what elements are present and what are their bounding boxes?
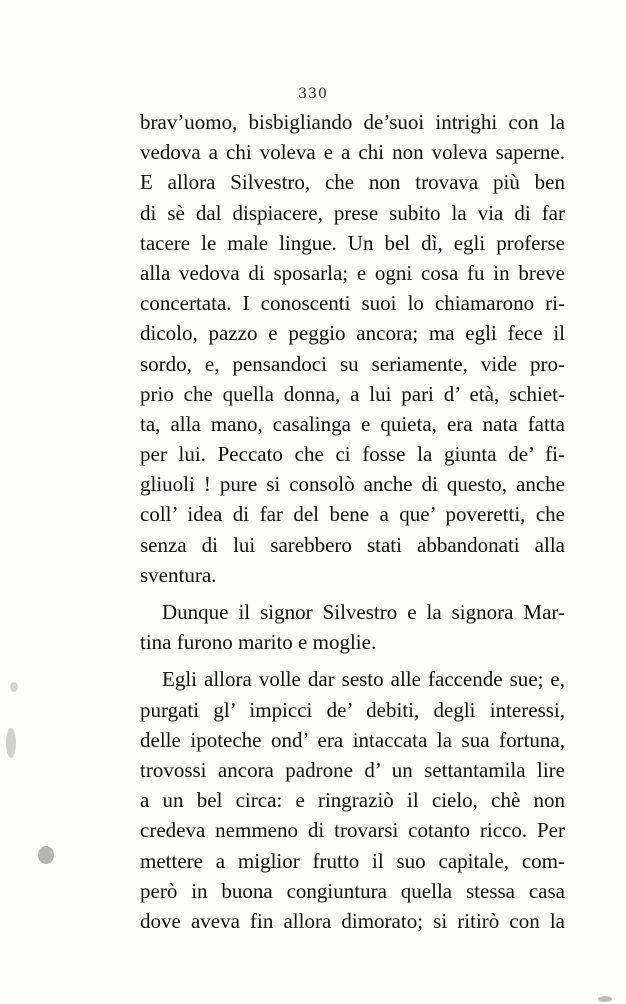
text-line: dove aveva fin allora dimorato; si ritirò con la (140, 908, 565, 933)
paragraph-1 (140, 107, 565, 590)
paragraph-2 (140, 597, 565, 657)
text-line: vedova a chi voleva e a chi non voleva saperne. (140, 140, 565, 165)
paragraph-3 (140, 664, 565, 936)
scan-speck (10, 682, 18, 692)
scan-speck (38, 846, 54, 864)
text-line: tacere le male lingue. Un bel dì, egli proferse (140, 230, 565, 255)
text-line: per lui. Peccato che ci fosse la giunta de’ fi- (140, 442, 565, 467)
text-line: mettere a miglior frutto il suo capitale, com- (140, 848, 565, 873)
text-line: coll’ idea di far del bene a que’ poveretti, che (140, 502, 565, 527)
text-line: gliuoli ! pure si consolò anche di questo, anche (140, 472, 565, 497)
paragraph-gap (140, 657, 565, 664)
text-line: brav’uomo, bisbigliando de’suoi intrighi con la (140, 110, 565, 134)
text-line: purgati gl’ impicci de’ debiti, degli interessi, (140, 697, 565, 722)
text-line: E allora Silvestro, che non trovava più ben (140, 170, 565, 195)
text-line: però in buona congiuntura quella stessa casa (140, 878, 565, 903)
text-line: dicolo, pazzo e peggio ancora; ma egli fece il (140, 321, 565, 346)
scan-speck (598, 996, 612, 1002)
text-line: sventura. (140, 562, 217, 587)
text-line: delle ipoteche ond’ era intaccata la sua fortuna, (140, 727, 565, 752)
text-line: senza di lui sarebbero stati abbandonati alla (140, 532, 565, 557)
page-number: 330 (298, 86, 328, 102)
text-line: sordo, e, pensandoci su seriamente, vide pro- (140, 351, 565, 376)
body-text (140, 107, 565, 936)
text-line: alla vedova di sposarla; e ogni cosa fu in breve (140, 260, 565, 285)
text-line: di sè dal dispiacere, prese subito la via di far (140, 200, 565, 225)
paragraph-gap (140, 590, 565, 597)
text-line: ta, alla mano, casalinga e quieta, era nata fatta (140, 411, 565, 436)
text-line: tina furono marito e moglie. (140, 630, 377, 655)
text-line: credeva nemmeno di trovarsi cotanto ricco. Per (140, 818, 565, 843)
text-line: concertata. I conoscenti suoi lo chiamarono ri- (140, 291, 565, 316)
text-line: Dunque il signor Silvestro e la signora Mar- (162, 600, 565, 624)
text-line: trovossi ancora padrone d’ un settantamila lire (140, 757, 565, 782)
text-line: prio che quella donna, a lui pari d’ età, schiet- (140, 381, 565, 406)
text-line: Egli allora volle dar sesto alle faccende sue; e, (162, 667, 565, 692)
scan-speck (6, 728, 16, 758)
text-line: a un bel circa: e ringraziò il cielo, chè non (140, 788, 565, 813)
